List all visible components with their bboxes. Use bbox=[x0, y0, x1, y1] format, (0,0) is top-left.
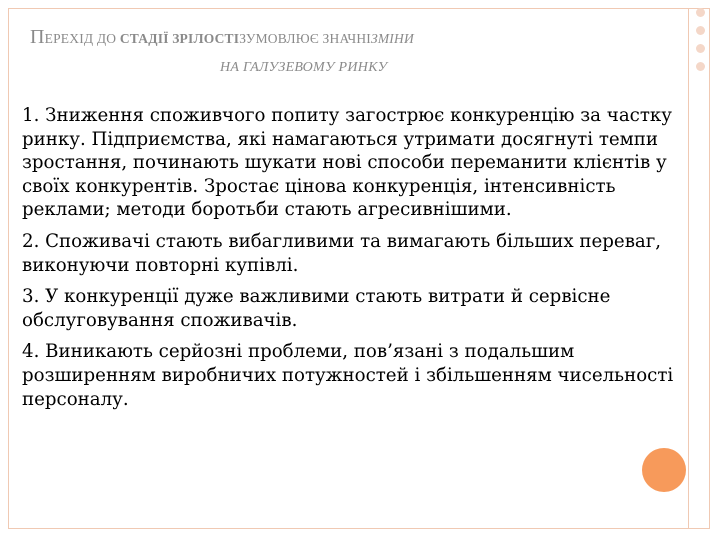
title-initial: П bbox=[30, 26, 45, 48]
body-paragraph-3: 3. У конкуренції дуже важливими стають витрати й сервісне обслуговування споживачів. bbox=[22, 286, 611, 331]
body-paragraph-1: 1. Зниження споживчого попиту загострює конкуренцію за частку ринку. Підприємства, які намагаються утримати досягнуті темпи зростання, починають шукати нові способи переманити клієнтів у своїх конкурентів. Зростає цінова конкуренція, інтенсивність реклами; методи боротьби стають агресивнішими. bbox=[22, 105, 672, 221]
title-part-4: ЗМІНИ bbox=[370, 31, 414, 46]
frame-vertical-rule bbox=[688, 8, 689, 529]
body-paragraph-4: 4. Виникають серйозні проблеми, пов’язані з подальшим розширенням виробничих потужностей і збільшенням чисельності персоналу. bbox=[22, 341, 674, 410]
slide-title-line-2: НА ГАЛУЗЕВОМУ РИНКУ bbox=[220, 60, 388, 75]
slide-title-line-1 bbox=[30, 26, 414, 49]
title-part-3: ЗУМОВЛЮЄ ЗНАЧНІ bbox=[239, 31, 371, 46]
decor-dot bbox=[696, 44, 705, 53]
decorative-dots bbox=[690, 0, 712, 100]
decor-dot bbox=[696, 8, 705, 17]
title-part-2: СТАДІЇ ЗРІЛОСТІ bbox=[119, 31, 240, 46]
slide-body bbox=[22, 104, 684, 419]
decor-dot bbox=[696, 26, 705, 35]
accent-circle bbox=[642, 448, 686, 492]
title-part-1: ЕРЕХІД ДО bbox=[44, 31, 120, 46]
body-paragraph-2: 2. Споживачі стають вибагливими та вимагають більших переваг, виконуючи повторні купівлі. bbox=[22, 230, 662, 276]
decor-dot bbox=[696, 62, 705, 71]
